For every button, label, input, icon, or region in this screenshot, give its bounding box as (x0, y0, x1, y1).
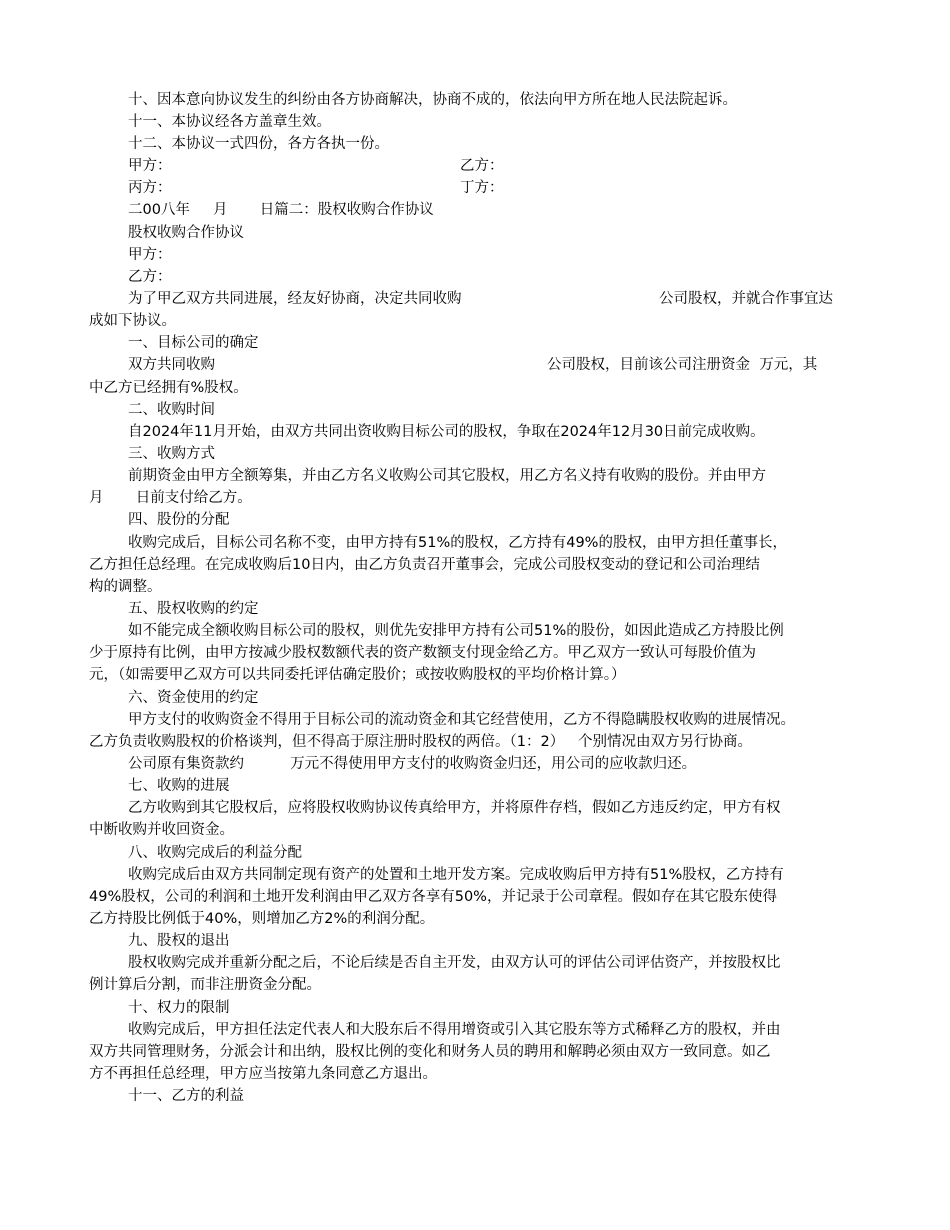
text-line: 中断收购并收回资金。 (89, 822, 234, 838)
text-line: 例计算后分割，而非注册资金分配。 (89, 977, 321, 993)
text-line: 公司股权，目前该公司注册资金 万元，其 (547, 357, 818, 373)
text-line: 构的调整。 (89, 579, 162, 595)
heading: 二、收购时间 (128, 402, 215, 418)
text-line: 收购完成后，目标公司名称不变，由甲方持有51%的股权，乙方持有49%的股权，由甲方担任董事长， (128, 535, 787, 551)
party-a-label: 甲方： (128, 247, 172, 263)
heading: 九、股权的退出 (128, 933, 230, 949)
heading: 十一、乙方的利益 (128, 1088, 244, 1104)
text-line: 元，（如需要甲乙双方可以共同委托评估确定股价；或按收购股权的平均价格计算。） (89, 667, 626, 683)
section-title: 股权收购合作协议 (128, 225, 244, 241)
heading: 四、股份的分配 (128, 512, 230, 528)
heading: 一、目标公司的确定 (128, 335, 259, 351)
text-line: 双方共同管理财务，分派会计和出纳，股权比例的变化和财务人员的聘用和解聘必须由双方一致同意。如乙 (89, 1044, 771, 1060)
text-line: 成如下协议。 (89, 313, 176, 329)
text-line: 为了甲乙双方共同进展，经友好协商，决定共同收购 (128, 291, 462, 307)
text-line: 月 日前支付给乙方。 (89, 490, 252, 506)
text-line: 方不再担任总经理，甲方应当按第九条同意乙方退出。 (89, 1066, 437, 1082)
heading: 六、资金使用的约定 (128, 690, 259, 706)
text-line: 公司原有集资款约 万元不得使用甲方支付的收购资金归还，用公司的应收款归还。 (128, 756, 697, 772)
text-line: 乙方收购到其它股权后，应将股权收购协议传真给甲方，并将原件存档，假如乙方违反约定，甲方有权 (128, 800, 781, 816)
party-b-label: 乙方： (460, 158, 504, 174)
text-line: 十、因本意向协议发生的纠纷由各方协商解决，协商不成的，依法向甲方所在地人民法院起诉。 (128, 92, 737, 108)
text-line: 十一、本协议经各方盖章生效。 (128, 114, 331, 130)
text-line: 甲方支付的收购资金不得用于目标公司的流动资金和其它经营使用，乙方不得隐瞒股权收购的进展情况。 (128, 712, 795, 728)
text-line: 中乙方已经拥有%股权。 (89, 380, 248, 396)
heading: 三、收购方式 (128, 446, 215, 462)
heading: 七、收购的进展 (128, 778, 230, 794)
text-line: 双方共同收购 (128, 357, 215, 373)
heading: 五、股权收购的约定 (128, 601, 259, 617)
text-line: 如不能完成全额收购目标公司的股权，则优先安排甲方持有公司51%的股份，如因此造成乙方持股比例 (128, 623, 784, 639)
text-line: 公司股权，并就合作事宜达 (659, 291, 833, 307)
text-line: 49%股权，公司的利润和土地开发利润由甲乙双方各享有50%，并记录于公司章程。假如存在其它股东使得 (89, 889, 777, 905)
heading: 十、权力的限制 (128, 1000, 230, 1016)
party-c-label: 丙方： (128, 180, 172, 196)
party-a-label: 甲方： (128, 158, 172, 174)
heading: 八、收购完成后的利益分配 (128, 845, 302, 861)
text-line: 收购完成后由双方共同制定现有资产的处置和土地开发方案。完成收购后甲方持有51%股权，乙方持有 (128, 867, 784, 883)
party-d-label: 丁方： (460, 180, 504, 196)
text-line: 乙方担任总经理。在完成收购后10日内，由乙方负责召开董事会，完成公司股权变动的登记和公司治理结 (89, 557, 760, 573)
text-line: 收购完成后，甲方担任法定代表人和大股东后不得用增资或引入其它股东等方式稀释乙方的股权，并由 (128, 1022, 781, 1038)
text-line: 十二、本协议一式四份，各方各执一份。 (128, 136, 389, 152)
text-line: 自2024年11月开始，由双方共同出资收购目标公司的股权，争取在2024年12月30日前完成收购。 (128, 424, 765, 440)
party-b-label: 乙方： (128, 269, 172, 285)
text-line: 乙方持股比例低于40%，则增加乙方2%的利润分配。 (89, 911, 435, 927)
text-line: 前期资金由甲方全额筹集，并由乙方名义收购公司其它股权，用乙方名义持有收购的股份。并由甲方 (128, 468, 766, 484)
text-line: 股权收购完成并重新分配之后，不论后续是否自主开发，由双方认可的评估公司评估资产，并按股权比 (128, 955, 781, 971)
date-line: 二00八年 月 日篇二：股权收购合作协议 (128, 202, 434, 218)
text-line: 少于原持有比例，由甲方按减少股权数额代表的资产数额支付现金给乙方。甲乙双方一致认可每股价值为 (89, 645, 756, 661)
text-line: 乙方负责收购股权的价格谈判，但不得高于原注册时股权的两倍。（1：2） 个别情况由双方另行协商。 (89, 734, 753, 750)
